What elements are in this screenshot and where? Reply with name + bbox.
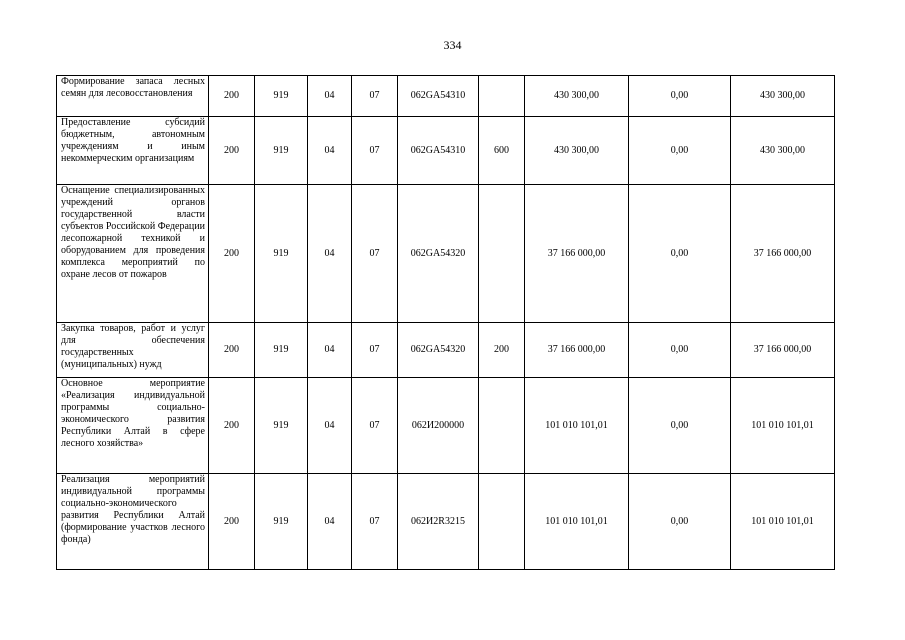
cell-grbs: 919 xyxy=(255,474,308,570)
cell-change: 0,00 xyxy=(629,474,731,570)
cell-csr: 062И200000 xyxy=(398,378,479,474)
cell-rz: 200 xyxy=(209,76,255,117)
cell-rz: 200 xyxy=(209,378,255,474)
table-row xyxy=(57,378,835,474)
cell-csr: 062GA54310 xyxy=(398,117,479,185)
cell-pr: 04 xyxy=(308,185,352,323)
cell-amount: 101 010 101,01 xyxy=(525,474,629,570)
cell-total: 430 300,00 xyxy=(731,117,835,185)
cell-ps: 07 xyxy=(352,117,398,185)
cell-grbs: 919 xyxy=(255,185,308,323)
page-number: 334 xyxy=(443,38,462,52)
cell-ps: 07 xyxy=(352,474,398,570)
cell-ps: 07 xyxy=(352,185,398,323)
cell-csr: 062GA54320 xyxy=(398,185,479,323)
cell-change: 0,00 xyxy=(629,76,731,117)
cell-grbs: 919 xyxy=(255,378,308,474)
cell-ps: 07 xyxy=(352,76,398,117)
cell-vr xyxy=(479,378,525,474)
cell-amount: 430 300,00 xyxy=(525,117,629,185)
row-name: Оснащение специализированных учреждений органов государственной власти субъектов Российской Федерации лесопожарной техникой и оборудованием для проведения комплекса мероприятий по охране лесов от пожаров xyxy=(57,185,209,323)
cell-pr: 04 xyxy=(308,117,352,185)
cell-ps: 07 xyxy=(352,378,398,474)
cell-grbs: 919 xyxy=(255,117,308,185)
cell-amount: 37 166 000,00 xyxy=(525,185,629,323)
cell-pr: 04 xyxy=(308,76,352,117)
cell-change: 0,00 xyxy=(629,117,731,185)
cell-rz: 200 xyxy=(209,323,255,378)
row-name: Основное мероприятие «Реализация индивидуальной программы социально-экономического развития Республики Алтай в сфере лесного хозяйства» xyxy=(57,378,209,474)
cell-vr: 600 xyxy=(479,117,525,185)
cell-vr xyxy=(479,76,525,117)
cell-change: 0,00 xyxy=(629,185,731,323)
table-row xyxy=(57,76,835,117)
cell-rz: 200 xyxy=(209,185,255,323)
cell-csr: 062GA54320 xyxy=(398,323,479,378)
cell-csr: 062И2R3215 xyxy=(398,474,479,570)
cell-vr xyxy=(479,474,525,570)
cell-grbs: 919 xyxy=(255,323,308,378)
row-name: Реализация мероприятий индивидуальной программы социально-экономического развития Республики Алтай (формирование участков лесного фонда) xyxy=(57,474,209,570)
cell-change: 0,00 xyxy=(629,378,731,474)
table-row xyxy=(57,474,835,570)
row-name: Формирование запаса лесных семян для лесовосстановления xyxy=(57,76,209,117)
cell-grbs: 919 xyxy=(255,76,308,117)
cell-total: 101 010 101,01 xyxy=(731,378,835,474)
cell-amount: 37 166 000,00 xyxy=(525,323,629,378)
row-name: Закупка товаров, работ и услуг для обеспечения государственных (муниципальных) нужд xyxy=(57,323,209,378)
row-name: Предоставление субсидий бюджетным, автономным учреждениям и иным некоммерческим организациям xyxy=(57,117,209,185)
cell-change: 0,00 xyxy=(629,323,731,378)
cell-vr: 200 xyxy=(479,323,525,378)
table-row xyxy=(57,323,835,378)
cell-amount: 430 300,00 xyxy=(525,76,629,117)
budget-table xyxy=(56,75,835,570)
cell-total: 430 300,00 xyxy=(731,76,835,117)
cell-pr: 04 xyxy=(308,378,352,474)
cell-vr xyxy=(479,185,525,323)
cell-rz: 200 xyxy=(209,474,255,570)
cell-ps: 07 xyxy=(352,323,398,378)
cell-pr: 04 xyxy=(308,474,352,570)
cell-rz: 200 xyxy=(209,117,255,185)
table-row xyxy=(57,117,835,185)
cell-pr: 04 xyxy=(308,323,352,378)
cell-total: 37 166 000,00 xyxy=(731,185,835,323)
cell-total: 37 166 000,00 xyxy=(731,323,835,378)
table-row xyxy=(57,185,835,323)
cell-csr: 062GA54310 xyxy=(398,76,479,117)
cell-amount: 101 010 101,01 xyxy=(525,378,629,474)
cell-total: 101 010 101,01 xyxy=(731,474,835,570)
